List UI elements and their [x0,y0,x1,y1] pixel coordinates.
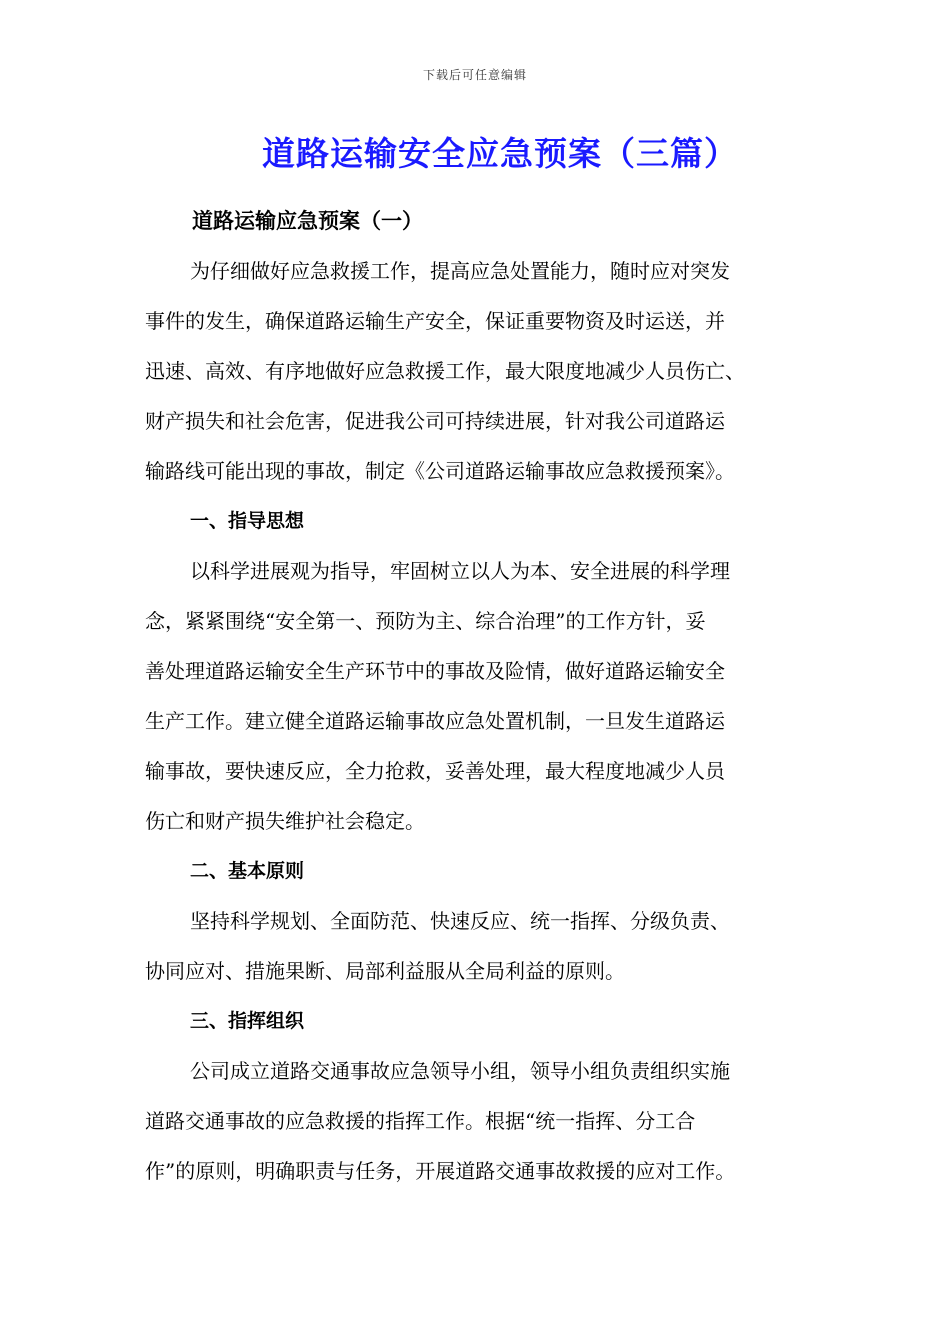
paragraph-line: 输路线可能出现的事故，制定《公司道路运输事故应急救援预案》。 [145,459,735,483]
paragraph-line: 以科学进展观为指导，牢固树立以人为本、安全进展的科学理 [190,559,730,583]
section-heading: 二、基本原则 [190,860,305,882]
paragraph-line: 念，紧紧围绕“安全第一、预防为主、综合治理”的工作方针，妥 [145,609,706,633]
paragraph-line: 作”的原则，明确职责与任务，开展道路交通事故救援的应对工作。 [145,1159,736,1183]
document-title: 道路运输安全应急预案（三篇） [262,134,738,173]
paragraph-line: 协同应对、措施果断、局部利益服从全局利益的原则。 [145,959,625,983]
section-subtitle: 道路运输应急预案（一） [192,208,423,233]
section-paragraph [145,896,815,996]
section-paragraph [145,546,815,846]
intro-paragraph [145,246,815,496]
paragraph-line: 事件的发生，确保道路运输生产安全，保证重要物资及时运送，并 [145,309,725,333]
paragraph-line: 善处理道路运输安全生产环节中的事故及险情，做好道路运输安全 [145,659,725,683]
paragraph-line: 为仔细做好应急救援工作，提高应急处置能力，随时应对突发 [190,259,730,283]
section-heading: 三、指挥组织 [190,1010,305,1032]
paragraph-line: 迅速、高效、有序地做好应急救援工作，最大限度地减少人员伤亡、 [145,359,745,383]
paragraph-line: 坚持科学规划、全面防范、快速反应、统一指挥、分级负责、 [190,909,730,933]
document-body [145,246,815,1196]
section-paragraph [145,1046,815,1196]
paragraph-line: 生产工作。建立健全道路运输事故应急处置机制，一旦发生道路运 [145,709,725,733]
paragraph-line: 伤亡和财产损失维护社会稳定。 [145,809,425,833]
paragraph-line: 输事故，要快速反应，全力抢救，妥善处理，最大程度地减少人员 [145,759,725,783]
paragraph-line: 公司成立道路交通事故应急领导小组，领导小组负责组织实施 [190,1059,730,1083]
paragraph-line: 财产损失和社会危害，促进我公司可持续进展，针对我公司道路运 [145,409,725,433]
section-heading: 一、指导思想 [190,510,305,532]
header-note: 下载后可任意编辑 [422,68,527,82]
paragraph-line: 道路交通事故的应急救援的指挥工作。根据“统一指挥、分工合 [145,1109,696,1133]
